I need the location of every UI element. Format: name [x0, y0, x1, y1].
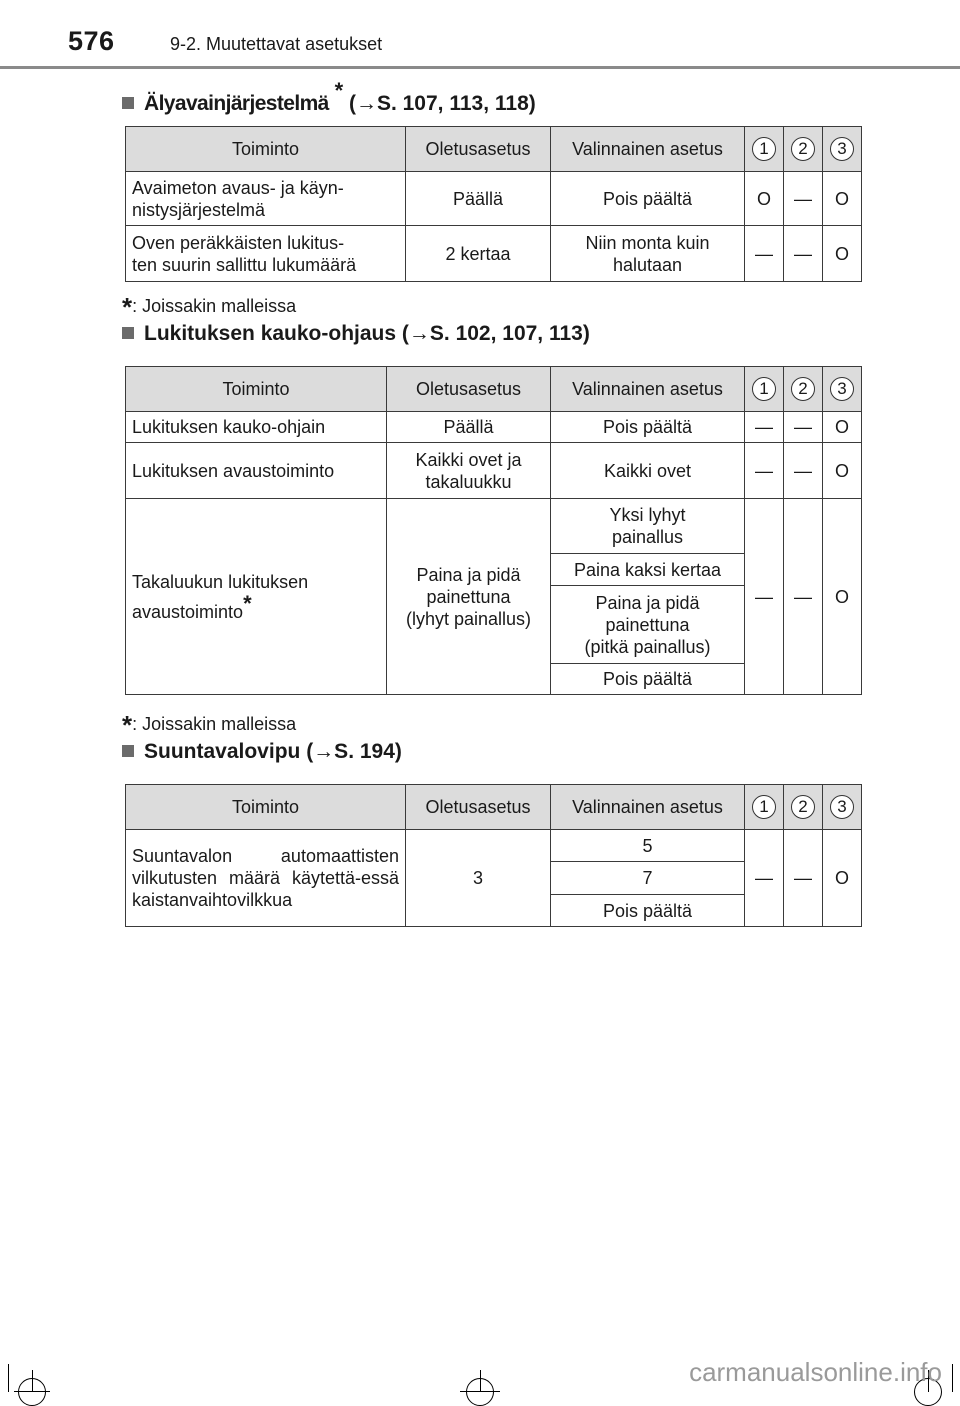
cell-text: Yksi lyhyt painallus	[609, 505, 686, 547]
cell-mark-2: —	[784, 172, 823, 226]
header-function: Toiminto	[126, 367, 387, 412]
section-title: Älyavainjärjestelmä	[144, 92, 329, 115]
circled-1-icon: 1	[752, 795, 776, 819]
cell-optional: Pois päältä	[551, 172, 745, 226]
settings-table-smart-key	[125, 126, 862, 282]
cell-optional: Paina kaksi kertaa	[551, 554, 745, 586]
page-reference: (→S. 102, 107, 113)	[396, 322, 590, 345]
cell-text: Kaikki ovet ja takaluukku	[415, 449, 522, 492]
section-heading-turn-signal	[122, 740, 402, 764]
cell-optional: 7	[551, 862, 745, 895]
cell-mark-3: O	[823, 443, 862, 499]
cell-optional: 5	[551, 830, 745, 862]
cell-mark-3: O	[823, 830, 862, 927]
cell-text: Avaimeton avaus- ja käyn- nistysjärjestelmä	[132, 177, 344, 220]
table-row	[126, 830, 862, 862]
cell-function	[126, 226, 406, 282]
asterisk-mark: *	[122, 292, 133, 322]
header-default: Oletusasetus	[406, 785, 551, 830]
crop-mark	[8, 1364, 9, 1392]
cell-default: 2 kertaa	[406, 226, 551, 282]
circled-1-icon: 1	[752, 377, 776, 401]
cell-optional	[551, 226, 745, 282]
table-row	[126, 412, 862, 443]
crop-mark	[480, 1370, 481, 1392]
table-row	[126, 226, 862, 282]
cell-optional	[551, 586, 745, 664]
chapter-title: 9-2. Muutettavat asetukset	[170, 34, 383, 54]
table-header-row	[126, 367, 862, 412]
cell-mark-3: O	[823, 172, 862, 226]
cell-function	[126, 499, 387, 695]
cell-default: 3	[406, 830, 551, 927]
bullet-square-icon	[122, 745, 134, 757]
circled-1-icon: 1	[752, 137, 776, 161]
page-reference: (→S. 107, 113, 118)	[343, 92, 536, 115]
cell-mark-2: —	[784, 412, 823, 443]
cell-default	[387, 499, 551, 695]
cell-function	[126, 172, 406, 226]
footnote	[122, 288, 297, 322]
cell-text: Takaluukun lukituksen avaustoiminto	[132, 571, 309, 622]
asterisk-mark: *	[243, 590, 252, 616]
header-default: Oletusasetus	[406, 127, 551, 172]
cell-optional: Kaikki ovet	[551, 443, 745, 499]
cell-mark-1: —	[745, 830, 784, 927]
settings-table-turn-signal	[125, 784, 862, 927]
cell-function: Lukituksen kauko-ohjain	[126, 412, 387, 443]
page-number: 576	[68, 26, 115, 56]
asterisk-mark: *	[334, 78, 344, 103]
crop-mark	[952, 1364, 953, 1392]
bullet-square-icon	[122, 97, 134, 109]
table-header-row	[126, 127, 862, 172]
cell-default: Päällä	[406, 172, 551, 226]
cell-optional: Pois päältä	[551, 895, 745, 927]
cell-function: Lukituksen avaustoiminto	[126, 443, 387, 499]
cell-mark-1: —	[745, 499, 784, 695]
cell-text: Oven peräkkäisten lukitus- ten suurin sallittu lukumäärä	[132, 232, 357, 275]
table-row	[126, 443, 862, 499]
crop-mark	[32, 1370, 33, 1392]
cell-optional	[551, 499, 745, 554]
cell-mark-2: —	[784, 830, 823, 927]
cell-mark-1: —	[745, 412, 784, 443]
header-default: Oletusasetus	[387, 367, 551, 412]
table-row	[126, 499, 862, 554]
circled-2-icon: 2	[791, 377, 815, 401]
cell-text: Paina ja pidä painettuna (pitkä painallus)	[584, 592, 711, 657]
cell-mark-1: O	[745, 172, 784, 226]
cell-text: Paina ja pidä painettuna (lyhyt painallus)	[405, 564, 532, 629]
bullet-square-icon	[122, 327, 134, 339]
section-title: Suuntavalovipu	[144, 740, 301, 763]
cell-mark-1: —	[745, 443, 784, 499]
cell-optional: Pois päältä	[551, 412, 745, 443]
cell-mark-2: —	[784, 443, 823, 499]
cell-mark-3: O	[823, 226, 862, 282]
page-reference: (→S. 194)	[300, 740, 402, 763]
section-title: Lukituksen kauko-ohjaus	[144, 322, 397, 345]
cell-function: Suuntavalon automaattisten vilkutusten määrä käytettä-essä kaistanvaihtovilkkua	[126, 830, 406, 927]
header-optional: Valinnainen asetus	[551, 367, 745, 412]
settings-table-remote-lock	[125, 366, 862, 695]
cell-default	[387, 443, 551, 499]
header-function: Toiminto	[126, 785, 406, 830]
watermark: carmanualsonline.info	[689, 1357, 942, 1387]
cell-mark-1: —	[745, 226, 784, 282]
cell-mark-2: —	[784, 499, 823, 695]
footnote-text: : Joissakin malleissa	[132, 296, 297, 316]
header-optional: Valinnainen asetus	[551, 785, 745, 830]
cell-optional: Pois päältä	[551, 664, 745, 695]
circled-3-icon: 3	[830, 795, 854, 819]
header-function: Toiminto	[126, 127, 406, 172]
circled-3-icon: 3	[830, 377, 854, 401]
asterisk-mark: *	[122, 710, 133, 740]
footnote-text: : Joissakin malleissa	[132, 714, 297, 734]
circled-3-icon: 3	[830, 137, 854, 161]
header-optional: Valinnainen asetus	[551, 127, 745, 172]
circled-2-icon: 2	[791, 137, 815, 161]
footnote	[122, 706, 297, 740]
cell-default: Päällä	[387, 412, 551, 443]
table-row	[126, 172, 862, 226]
section-heading-remote-lock	[122, 322, 590, 346]
circled-2-icon: 2	[791, 795, 815, 819]
cell-text: Niin monta kuin halutaan	[585, 232, 710, 275]
cell-mark-3: O	[823, 412, 862, 443]
header-divider	[0, 66, 960, 69]
table-header-row	[126, 785, 862, 830]
cell-mark-3: O	[823, 499, 862, 695]
section-heading-smart-key	[122, 78, 536, 116]
cell-mark-2: —	[784, 226, 823, 282]
